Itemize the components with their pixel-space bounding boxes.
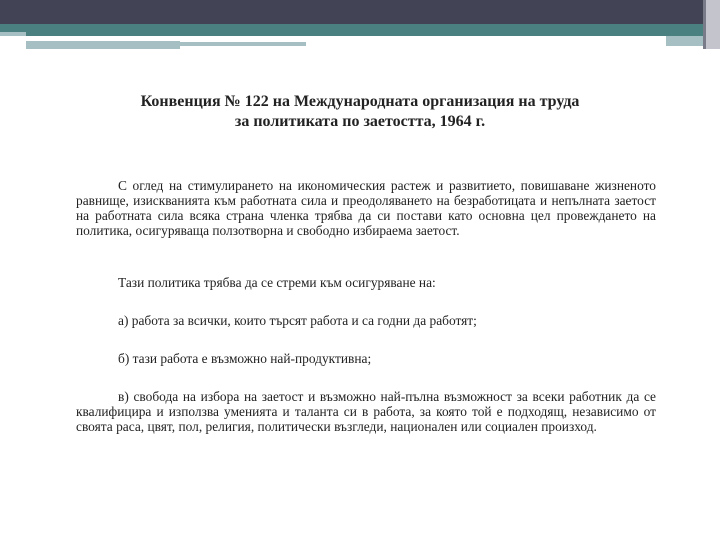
paragraph-item-a: а) работа за всички, които търсят работа и са годни да работят; xyxy=(118,313,477,328)
paragraph-intro: С оглед на стимулирането на икономическия растеж и развитието, повишаване жизненото равнище, изискванията към работната сила и преодоляването на безработицата и непълната заетост на работната сила всяка страна членка трябва да си постави като основна цел провеждането на политика, осигуряваща ползотворна и свободно избираема заетост. xyxy=(76,178,656,238)
header-edge xyxy=(706,0,720,49)
title-line-2: за политиката по заетостта, 1964 г. xyxy=(234,113,486,130)
header-bar-teal xyxy=(0,24,720,36)
title-line-1: Конвенция № 122 на Международната организация на труда xyxy=(140,93,580,110)
header-accent xyxy=(26,36,266,41)
paragraph-item-c: в) свобода на избора на заетост и възможно най-пълна възможност за всеки работник да се квалифицира и използва уменията и таланта си в работа, за която той е подходящ, независимо от своята раса, цвят, пол, религия, политически възгледи, национален или социален произход. xyxy=(76,389,656,434)
header-bar-dark xyxy=(0,0,720,24)
header-edge xyxy=(703,0,706,49)
header-accent xyxy=(180,42,306,46)
slide-title xyxy=(60,92,660,132)
header-accent xyxy=(666,36,706,46)
paragraph-item-b: б) тази работа е възможно най-продуктивна; xyxy=(118,351,372,366)
header-accent xyxy=(0,32,26,36)
paragraph-policy: Тази политика трябва да се стреми към осигуряване на: xyxy=(118,275,436,290)
